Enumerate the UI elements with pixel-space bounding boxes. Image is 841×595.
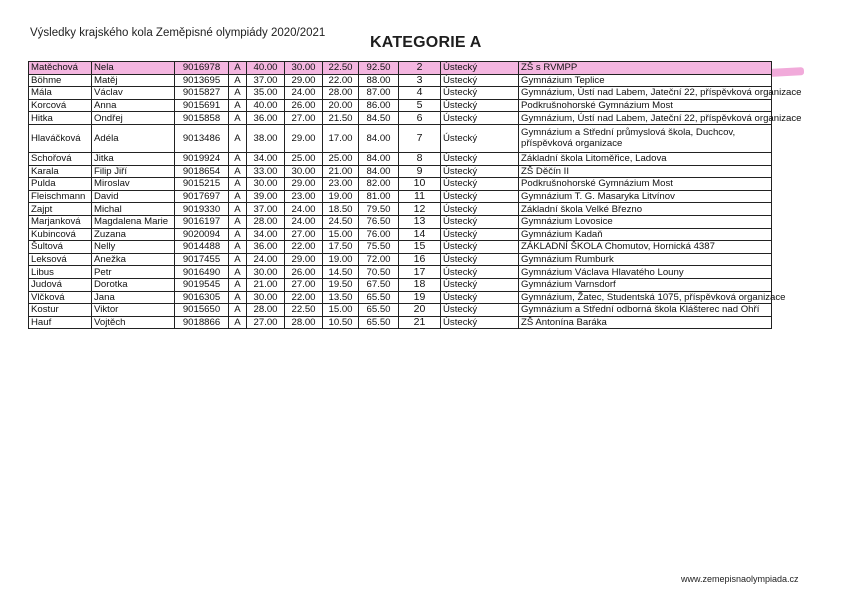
- cell-id: 9015691: [175, 99, 229, 112]
- cell-s2: 27.00: [285, 278, 323, 291]
- cell-s3: 19.50: [323, 278, 359, 291]
- cell-id: 9014488: [175, 241, 229, 254]
- cell-s3: 20.00: [323, 99, 359, 112]
- cell-school: Podkrušnohorské Gymnázium Most: [519, 178, 772, 191]
- cell-total: 67.50: [359, 278, 399, 291]
- cell-rank: 11: [399, 190, 441, 203]
- table-row: [29, 266, 772, 279]
- cell-name: Viktor: [92, 304, 175, 317]
- cell-s1: 37.00: [247, 203, 285, 216]
- cell-surname: Zajpt: [29, 203, 92, 216]
- cell-region: Ústecký: [441, 203, 519, 216]
- document-title: Výsledky krajského kola Zeměpisné olympiády 2020/2021: [30, 27, 326, 39]
- cell-name: Zuzana: [92, 228, 175, 241]
- cell-s3: 25.00: [323, 152, 359, 165]
- table-row: [29, 228, 772, 241]
- cell-s1: 37.00: [247, 74, 285, 87]
- cell-school: ZÁKLADNÍ ŠKOLA Chomutov, Hornická 4387: [519, 241, 772, 254]
- cell-s2: 29.00: [285, 74, 323, 87]
- cell-s1: 38.00: [247, 124, 285, 152]
- table-row: [29, 87, 772, 100]
- cell-s2: 27.00: [285, 228, 323, 241]
- cell-rank: 9: [399, 165, 441, 178]
- cell-rank: 18: [399, 278, 441, 291]
- category-heading: KATEGORIE A: [370, 34, 482, 51]
- cell-surname: Libus: [29, 266, 92, 279]
- cell-s2: 29.00: [285, 124, 323, 152]
- cell-s1: 40.00: [247, 99, 285, 112]
- cell-s3: 14.50: [323, 266, 359, 279]
- cell-surname: Schořová: [29, 152, 92, 165]
- cell-s3: 19.00: [323, 253, 359, 266]
- cell-rank: 10: [399, 178, 441, 191]
- cell-id: 9018654: [175, 165, 229, 178]
- results-body: [29, 61, 802, 329]
- cell-total: 75.50: [359, 241, 399, 254]
- table-row: [29, 215, 772, 228]
- cell-s1: 36.00: [247, 112, 285, 125]
- cell-cat: A: [229, 291, 247, 304]
- cell-rank: 4: [399, 87, 441, 100]
- cell-s2: 22.00: [285, 291, 323, 304]
- cell-school: Gymnázium, Ústí nad Labem, Jateční 22, příspěvková organizace: [519, 87, 772, 100]
- cell-region: Ústecký: [441, 190, 519, 203]
- cell-surname: Korcová: [29, 99, 92, 112]
- cell-total: 79.50: [359, 203, 399, 216]
- cell-region: Ústecký: [441, 291, 519, 304]
- cell-cat: A: [229, 74, 247, 87]
- cell-cat: A: [229, 165, 247, 178]
- cell-cat: A: [229, 266, 247, 279]
- cell-total: 82.00: [359, 178, 399, 191]
- cell-id: 9020094: [175, 228, 229, 241]
- cell-region: Ústecký: [441, 304, 519, 317]
- cell-cat: A: [229, 228, 247, 241]
- cell-rank: 16: [399, 253, 441, 266]
- cell-s1: 30.00: [247, 178, 285, 191]
- cell-s2: 22.50: [285, 304, 323, 317]
- cell-surname: Mála: [29, 87, 92, 100]
- cell-name: Nelly: [92, 241, 175, 254]
- cell-name: Jana: [92, 291, 175, 304]
- cell-region: Ústecký: [441, 165, 519, 178]
- footer-url: www.zemepisnaolympiada.cz: [681, 574, 799, 584]
- cell-s1: 40.00: [247, 62, 285, 75]
- table-row: [29, 62, 772, 75]
- cell-surname: Kubincová: [29, 228, 92, 241]
- cell-s3: 10.50: [323, 316, 359, 329]
- cell-s3: 21.00: [323, 165, 359, 178]
- cell-s3: 24.50: [323, 215, 359, 228]
- cell-s3: 22.00: [323, 74, 359, 87]
- cell-id: 9016197: [175, 215, 229, 228]
- cell-school: Gymnázium a Střední průmyslová škola, Duchcov, příspěvková organizace: [519, 124, 772, 152]
- cell-region: Ústecký: [441, 241, 519, 254]
- cell-s3: 18.50: [323, 203, 359, 216]
- cell-name: David: [92, 190, 175, 203]
- cell-id: 9016305: [175, 291, 229, 304]
- cell-s3: 19.00: [323, 190, 359, 203]
- cell-s3: 15.00: [323, 304, 359, 317]
- cell-id: 9016978: [175, 62, 229, 75]
- cell-school: Gymnázium, Žatec, Studentská 1075, příspěvková organizace: [519, 291, 772, 304]
- cell-total: 84.00: [359, 124, 399, 152]
- cell-s1: 33.00: [247, 165, 285, 178]
- cell-name: Petr: [92, 266, 175, 279]
- cell-name: Filip Jiří: [92, 165, 175, 178]
- cell-s2: 27.00: [285, 112, 323, 125]
- cell-region: Ústecký: [441, 316, 519, 329]
- cell-cat: A: [229, 152, 247, 165]
- cell-s3: 15.00: [323, 228, 359, 241]
- cell-surname: Hlaváčková: [29, 124, 92, 152]
- cell-s1: 30.00: [247, 266, 285, 279]
- table-row: [29, 241, 772, 254]
- cell-region: Ústecký: [441, 124, 519, 152]
- cell-s2: 24.00: [285, 215, 323, 228]
- table-row: [29, 165, 772, 178]
- cell-name: Matěj: [92, 74, 175, 87]
- cell-name: Jitka: [92, 152, 175, 165]
- cell-name: Magdalena Marie: [92, 215, 175, 228]
- cell-s1: 34.00: [247, 228, 285, 241]
- cell-region: Ústecký: [441, 99, 519, 112]
- table-row: [29, 112, 772, 125]
- cell-name: Miroslav: [92, 178, 175, 191]
- cell-name: Anna: [92, 99, 175, 112]
- cell-name: Michal: [92, 203, 175, 216]
- cell-rank: 7: [399, 124, 441, 152]
- cell-school: Základní škola Velké Březno: [519, 203, 772, 216]
- cell-rank: 8: [399, 152, 441, 165]
- cell-name: Nela: [92, 62, 175, 75]
- table-row: [29, 99, 772, 112]
- cell-s3: 17.00: [323, 124, 359, 152]
- cell-s2: 30.00: [285, 62, 323, 75]
- table-row: [29, 203, 772, 216]
- cell-cat: A: [229, 304, 247, 317]
- table-row: [29, 253, 772, 266]
- table-row: [29, 304, 772, 317]
- cell-name: Ondřej: [92, 112, 175, 125]
- cell-total: 72.00: [359, 253, 399, 266]
- cell-rank: 12: [399, 203, 441, 216]
- cell-s2: 29.00: [285, 253, 323, 266]
- cell-rank: 21: [399, 316, 441, 329]
- cell-id: 9013695: [175, 74, 229, 87]
- cell-surname: Marjanková: [29, 215, 92, 228]
- cell-cat: A: [229, 112, 247, 125]
- cell-id: 9015827: [175, 87, 229, 100]
- table-row: [29, 316, 772, 329]
- cell-region: Ústecký: [441, 62, 519, 75]
- cell-s2: 25.00: [285, 152, 323, 165]
- table-row: [29, 74, 772, 87]
- cell-school: Podkrušnohorské Gymnázium Most: [519, 99, 772, 112]
- cell-s1: 28.00: [247, 304, 285, 317]
- cell-s3: 13.50: [323, 291, 359, 304]
- cell-name: Dorotka: [92, 278, 175, 291]
- cell-cat: A: [229, 87, 247, 100]
- cell-s3: 22.50: [323, 62, 359, 75]
- cell-cat: A: [229, 62, 247, 75]
- cell-region: Ústecký: [441, 152, 519, 165]
- cell-school: Gymnázium Varnsdorf: [519, 278, 772, 291]
- cell-school: Gymnázium Václava Hlavatého Louny: [519, 266, 772, 279]
- cell-s2: 23.00: [285, 190, 323, 203]
- cell-name: Adéla: [92, 124, 175, 152]
- table-row: [29, 291, 772, 304]
- cell-school: Gymnázium Kadaň: [519, 228, 772, 241]
- cell-total: 65.50: [359, 304, 399, 317]
- table-row: [29, 278, 772, 291]
- cell-s2: 22.00: [285, 241, 323, 254]
- cell-region: Ústecký: [441, 266, 519, 279]
- cell-surname: Kostur: [29, 304, 92, 317]
- cell-school: Gymnázium, Ústí nad Labem, Jateční 22, příspěvková organizace: [519, 112, 772, 125]
- table-row: [29, 152, 772, 165]
- cell-region: Ústecký: [441, 112, 519, 125]
- cell-total: 65.50: [359, 291, 399, 304]
- cell-surname: Fleischmann: [29, 190, 92, 203]
- cell-cat: A: [229, 316, 247, 329]
- cell-cat: A: [229, 241, 247, 254]
- cell-total: 86.00: [359, 99, 399, 112]
- cell-id: 9017697: [175, 190, 229, 203]
- cell-id: 9015858: [175, 112, 229, 125]
- cell-total: 70.50: [359, 266, 399, 279]
- cell-s2: 30.00: [285, 165, 323, 178]
- cell-surname: Hitka: [29, 112, 92, 125]
- cell-s2: 24.00: [285, 87, 323, 100]
- cell-surname: Leksová: [29, 253, 92, 266]
- cell-surname: Hauf: [29, 316, 92, 329]
- cell-school: Gymnázium Teplice: [519, 74, 772, 87]
- cell-s1: 28.00: [247, 215, 285, 228]
- cell-total: 81.00: [359, 190, 399, 203]
- cell-s2: 26.00: [285, 266, 323, 279]
- cell-name: Vojtěch: [92, 316, 175, 329]
- cell-s2: 28.00: [285, 316, 323, 329]
- cell-school: Gymnázium T. G. Masaryka Litvínov: [519, 190, 772, 203]
- results-table: [28, 61, 802, 329]
- cell-cat: A: [229, 99, 247, 112]
- cell-region: Ústecký: [441, 228, 519, 241]
- cell-surname: Judová: [29, 278, 92, 291]
- cell-s3: 17.50: [323, 241, 359, 254]
- cell-cat: A: [229, 215, 247, 228]
- cell-cat: A: [229, 203, 247, 216]
- cell-id: 9017455: [175, 253, 229, 266]
- cell-surname: Karala: [29, 165, 92, 178]
- cell-rank: 6: [399, 112, 441, 125]
- cell-region: Ústecký: [441, 278, 519, 291]
- cell-id: 9015650: [175, 304, 229, 317]
- cell-id: 9019924: [175, 152, 229, 165]
- cell-region: Ústecký: [441, 74, 519, 87]
- cell-surname: Šultová: [29, 241, 92, 254]
- cell-rank: 2: [399, 62, 441, 75]
- cell-school: ZŠ Antonína Baráka: [519, 316, 772, 329]
- cell-rank: 15: [399, 241, 441, 254]
- cell-s1: 35.00: [247, 87, 285, 100]
- cell-cat: A: [229, 178, 247, 191]
- cell-id: 9019545: [175, 278, 229, 291]
- cell-rank: 3: [399, 74, 441, 87]
- cell-surname: Matěchová: [29, 62, 92, 75]
- cell-name: Anežka: [92, 253, 175, 266]
- cell-s1: 39.00: [247, 190, 285, 203]
- cell-id: 9019330: [175, 203, 229, 216]
- cell-rank: 17: [399, 266, 441, 279]
- cell-s3: 21.50: [323, 112, 359, 125]
- cell-s1: 34.00: [247, 152, 285, 165]
- cell-total: 65.50: [359, 316, 399, 329]
- cell-rank: 5: [399, 99, 441, 112]
- cell-id: 9018866: [175, 316, 229, 329]
- cell-rank: 14: [399, 228, 441, 241]
- cell-total: 84.00: [359, 165, 399, 178]
- cell-total: 76.00: [359, 228, 399, 241]
- cell-total: 88.00: [359, 74, 399, 87]
- cell-rank: 13: [399, 215, 441, 228]
- cell-cat: A: [229, 190, 247, 203]
- cell-cat: A: [229, 278, 247, 291]
- cell-school: ZŠ Děčín II: [519, 165, 772, 178]
- cell-id: 9013486: [175, 124, 229, 152]
- cell-surname: Vlčková: [29, 291, 92, 304]
- cell-name: Václav: [92, 87, 175, 100]
- cell-cat: A: [229, 253, 247, 266]
- cell-total: 84.50: [359, 112, 399, 125]
- table-row: [29, 178, 772, 191]
- cell-cat: A: [229, 124, 247, 152]
- cell-school: Základní škola Litoměřice, Ladova: [519, 152, 772, 165]
- cell-s3: 23.00: [323, 178, 359, 191]
- cell-rank: 20: [399, 304, 441, 317]
- cell-s1: 27.00: [247, 316, 285, 329]
- cell-region: Ústecký: [441, 215, 519, 228]
- cell-total: 76.50: [359, 215, 399, 228]
- cell-total: 87.00: [359, 87, 399, 100]
- cell-s1: 21.00: [247, 278, 285, 291]
- cell-school: Gymnázium Rumburk: [519, 253, 772, 266]
- table-row: [29, 190, 772, 203]
- cell-total: 92.50: [359, 62, 399, 75]
- cell-school: Gymnázium Lovosice: [519, 215, 772, 228]
- cell-total: 84.00: [359, 152, 399, 165]
- cell-surname: Böhme: [29, 74, 92, 87]
- cell-s2: 26.00: [285, 99, 323, 112]
- cell-surname: Pulda: [29, 178, 92, 191]
- cell-s3: 28.00: [323, 87, 359, 100]
- cell-school: ZŠ s RVMPP: [519, 62, 772, 75]
- table-row: [29, 124, 772, 152]
- cell-region: Ústecký: [441, 253, 519, 266]
- cell-s1: 30.00: [247, 291, 285, 304]
- cell-rank: 19: [399, 291, 441, 304]
- highlighter-mark: [770, 67, 804, 77]
- cell-s2: 24.00: [285, 203, 323, 216]
- cell-s2: 29.00: [285, 178, 323, 191]
- cell-region: Ústecký: [441, 87, 519, 100]
- cell-s1: 24.00: [247, 253, 285, 266]
- cell-s1: 36.00: [247, 241, 285, 254]
- cell-region: Ústecký: [441, 178, 519, 191]
- cell-id: 9016490: [175, 266, 229, 279]
- cell-school: Gymnázium a Střední odborná škola Klášterec nad Ohří: [519, 304, 772, 317]
- cell-id: 9015215: [175, 178, 229, 191]
